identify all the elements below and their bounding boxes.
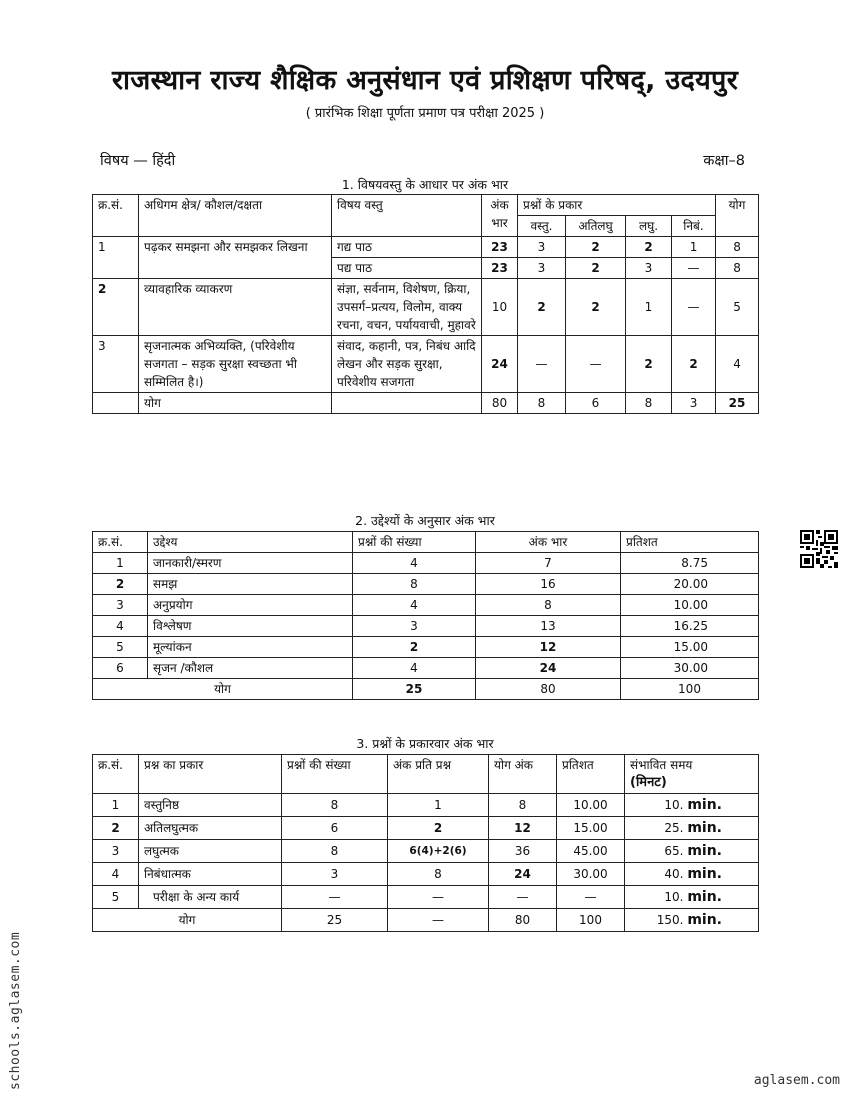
- cell-essay: —: [672, 279, 716, 336]
- cell-per: 2: [388, 817, 489, 840]
- table-row: [93, 616, 759, 637]
- cell-percent: 8.75: [621, 553, 759, 574]
- cell-count: 25: [353, 679, 476, 700]
- cell-total: 25: [716, 393, 759, 414]
- header-sno: क्र.सं.: [93, 195, 139, 237]
- cell-content: संज्ञा, सर्वनाम, विशेषण, क्रिया, उपसर्ग–प्रत्यय, विलोम, वाक्य रचना, वचन, पर्यायवाची, मुहावरे: [332, 279, 482, 336]
- table2-header-row: [93, 532, 759, 553]
- header-objective: उद्देश्य: [148, 532, 353, 553]
- cell-total: 36: [489, 840, 557, 863]
- table-row: [93, 817, 759, 840]
- cell-total-label: योग: [139, 393, 332, 414]
- cell-total: 4: [716, 336, 759, 393]
- cell-area: सृजनात्मक अभिव्यक्ति, (परिवेशीय सजगता – सड़क सुरक्षा स्वच्छता भी सम्मिलित है।): [139, 336, 332, 393]
- cell-obj: —: [518, 336, 566, 393]
- cell-total: 80: [489, 909, 557, 932]
- table-row: [93, 637, 759, 658]
- cell-marks: 7: [476, 553, 621, 574]
- header-per: अंक प्रति प्रश्न: [388, 755, 489, 794]
- table-row: [93, 886, 759, 909]
- cell-time: [625, 886, 759, 909]
- cell-type: वस्तुनिष्ठ: [139, 794, 282, 817]
- cell-vshort: 2: [566, 279, 626, 336]
- cell-count: 8: [282, 794, 388, 817]
- cell-vshort: 2: [566, 258, 626, 279]
- cell-time-value: 65.: [664, 844, 684, 858]
- cell-type: निबंधात्मक: [139, 863, 282, 886]
- header-marks: अंक भार: [482, 195, 518, 237]
- cell-count: 4: [353, 553, 476, 574]
- header-time-label: संभावित समय: [630, 758, 693, 772]
- cell-count: 6: [282, 817, 388, 840]
- cell-count: 25: [282, 909, 388, 932]
- cell-short: 8: [626, 393, 672, 414]
- cell-percent: 100: [557, 909, 625, 932]
- cell-percent: 30.00: [557, 863, 625, 886]
- cell-count: 3: [282, 863, 388, 886]
- table2: [92, 531, 759, 700]
- cell-time: [625, 794, 759, 817]
- table1-caption: 1. विषयवस्तु के आधार पर अंक भार: [341, 177, 509, 192]
- table3-header-row: [93, 755, 759, 794]
- cell-count: —: [282, 886, 388, 909]
- cell-short: 2: [626, 237, 672, 258]
- cell-type: लघुत्मक: [139, 840, 282, 863]
- cell-content: गद्य पाठ: [332, 237, 482, 258]
- table-row: [93, 336, 759, 393]
- cell-count: 8: [353, 574, 476, 595]
- cell-sno: 3: [93, 840, 139, 863]
- header-sno: क्र.सं.: [93, 755, 139, 794]
- cell-percent: 20.00: [621, 574, 759, 595]
- cell-type: अतिलघुत्मक: [139, 817, 282, 840]
- cell-total: —: [489, 886, 557, 909]
- header-type: प्रश्न का प्रकार: [139, 755, 282, 794]
- cell-count: 4: [353, 658, 476, 679]
- header-marks: अंक भार: [476, 532, 621, 553]
- cell-sno: 2: [93, 574, 148, 595]
- table-row: [93, 279, 759, 336]
- table-row: [93, 658, 759, 679]
- header-count: प्रश्नों की संख्या: [353, 532, 476, 553]
- header-vshort: अतिलघु: [566, 216, 626, 237]
- header-sno: क्र.सं.: [93, 532, 148, 553]
- cell-percent: —: [557, 886, 625, 909]
- cell-objective: अनुप्रयोग: [148, 595, 353, 616]
- cell-obj: 2: [518, 279, 566, 336]
- cell-total: 12: [489, 817, 557, 840]
- header-percent: प्रतिशत: [621, 532, 759, 553]
- cell-time-unit: min.: [687, 820, 722, 836]
- header-short: लघु.: [626, 216, 672, 237]
- cell-marks: 80: [476, 679, 621, 700]
- cell-sno: 1: [93, 553, 148, 574]
- header-total: योग अंक: [489, 755, 557, 794]
- cell-short: 3: [626, 258, 672, 279]
- cell-short: 1: [626, 279, 672, 336]
- header-count: प्रश्नों की संख्या: [282, 755, 388, 794]
- cell-marks: 12: [476, 637, 621, 658]
- cell-objective: समझ: [148, 574, 353, 595]
- header-qtypes: प्रश्नों के प्रकार: [518, 195, 716, 216]
- cell-short: 2: [626, 336, 672, 393]
- cell-time: [625, 840, 759, 863]
- cell-total-label: योग: [93, 909, 282, 932]
- cell-vshort: 6: [566, 393, 626, 414]
- cell-essay: 2: [672, 336, 716, 393]
- cell-sno: 2: [93, 279, 139, 336]
- page-subtitle: ( प्रारंभिक शिक्षा पूर्णता प्रमाण पत्र परीक्षा 2025 ): [305, 106, 545, 121]
- header-total: योग: [716, 195, 759, 237]
- cell-marks: 24: [482, 336, 518, 393]
- page-title: राजस्थान राज्य शैक्षिक अनुसंधान एवं प्रशिक्षण परिषद्, उदयपुर: [111, 65, 739, 96]
- table2-total-row: [93, 679, 759, 700]
- cell-time: [625, 817, 759, 840]
- cell-marks: 24: [476, 658, 621, 679]
- table3-total-row: [93, 909, 759, 932]
- cell-per: 8: [388, 863, 489, 886]
- cell-sno: 1: [93, 237, 139, 279]
- cell-type: परीक्षा के अन्य कार्य: [139, 886, 282, 909]
- cell-marks: 13: [476, 616, 621, 637]
- cell-sno: 4: [93, 863, 139, 886]
- table3-caption: 3. प्रश्नों के प्रकारवार अंक भार: [356, 736, 494, 751]
- cell-sno: 1: [93, 794, 139, 817]
- cell-total: 24: [489, 863, 557, 886]
- cell-total-label: योग: [93, 679, 353, 700]
- cell-sno: 4: [93, 616, 148, 637]
- cell-count: 4: [353, 595, 476, 616]
- class-label: कक्षा–8: [703, 153, 745, 169]
- cell-per: 6(4)+2(6): [388, 840, 489, 863]
- cell-area: पढ़कर समझना और समझकर लिखना: [139, 237, 332, 279]
- table-row: [93, 840, 759, 863]
- header-time: [625, 755, 759, 794]
- cell-essay: —: [672, 258, 716, 279]
- cell-time-value: 10.: [664, 890, 684, 904]
- cell-count: 3: [353, 616, 476, 637]
- cell-percent: 15.00: [621, 637, 759, 658]
- cell-vshort: 2: [566, 237, 626, 258]
- cell-total: 8: [716, 237, 759, 258]
- footer-watermark: aglasem.com: [753, 1073, 840, 1088]
- table1-header-row: [93, 195, 759, 216]
- cell-obj: 8: [518, 393, 566, 414]
- cell-percent: 45.00: [557, 840, 625, 863]
- cell-obj: 3: [518, 237, 566, 258]
- cell-time-unit: min.: [687, 912, 722, 928]
- cell-sno: 3: [93, 336, 139, 393]
- cell-obj: 3: [518, 258, 566, 279]
- subject-label: विषय — हिंदी: [100, 153, 176, 169]
- cell-sno: 5: [93, 886, 139, 909]
- header-area: अधिगम क्षेत्र/ कौशल/दक्षता: [139, 195, 332, 237]
- cell-per: —: [388, 886, 489, 909]
- cell-sno: 5: [93, 637, 148, 658]
- cell-percent: 10.00: [621, 595, 759, 616]
- cell-time: [625, 909, 759, 932]
- cell-time-unit: min.: [687, 843, 722, 859]
- cell-per: —: [388, 909, 489, 932]
- cell-sno: 3: [93, 595, 148, 616]
- cell-marks: 80: [482, 393, 518, 414]
- cell-total: 8: [716, 258, 759, 279]
- qr-code-icon: [800, 530, 838, 568]
- header-obj: वस्तु.: [518, 216, 566, 237]
- cell-percent: 10.00: [557, 794, 625, 817]
- cell-count: 2: [353, 637, 476, 658]
- cell-percent: 100: [621, 679, 759, 700]
- cell-content: संवाद, कहानी, पत्र, निबंध आदि लेखन और सड़क सुरक्षा, परिवेशीय सजगता: [332, 336, 482, 393]
- cell-count: 8: [282, 840, 388, 863]
- cell-total: 8: [489, 794, 557, 817]
- cell-time-value: 150.: [656, 913, 684, 927]
- table1-total-row: [93, 393, 759, 414]
- cell-sno: 2: [93, 817, 139, 840]
- cell-objective: मूल्यांकन: [148, 637, 353, 658]
- table-row: [93, 553, 759, 574]
- table-row: [93, 794, 759, 817]
- cell-vshort: —: [566, 336, 626, 393]
- header-time-unit: (मिनट): [630, 775, 667, 790]
- cell-sno: 6: [93, 658, 148, 679]
- cell-percent: 30.00: [621, 658, 759, 679]
- cell-marks: 23: [482, 258, 518, 279]
- cell-percent: 15.00: [557, 817, 625, 840]
- side-watermark: schools.aglasem.com: [8, 931, 23, 1090]
- cell-time-unit: min.: [687, 797, 722, 813]
- table3: [92, 754, 759, 932]
- cell-time-unit: min.: [687, 866, 722, 882]
- cell-per: 1: [388, 794, 489, 817]
- cell-marks: 23: [482, 237, 518, 258]
- header-essay: निबं.: [672, 216, 716, 237]
- cell-essay: 3: [672, 393, 716, 414]
- header-content: विषय वस्तु: [332, 195, 482, 237]
- cell-percent: 16.25: [621, 616, 759, 637]
- cell-content: पद्य पाठ: [332, 258, 482, 279]
- cell-time: [625, 863, 759, 886]
- table2-caption: 2. उद्देश्यों के अनुसार अंक भार: [355, 513, 495, 528]
- table-row: [93, 237, 759, 258]
- cell-total: 5: [716, 279, 759, 336]
- cell-essay: 1: [672, 237, 716, 258]
- cell-time-value: 40.: [664, 867, 684, 881]
- cell-objective: सृजन /कौशल: [148, 658, 353, 679]
- table-row: [93, 574, 759, 595]
- cell-objective: विश्लेषण: [148, 616, 353, 637]
- cell-time-value: 25.: [664, 821, 684, 835]
- header-percent: प्रतिशत: [557, 755, 625, 794]
- cell-objective: जानकारी/स्मरण: [148, 553, 353, 574]
- cell-time-value: 10.: [664, 798, 684, 812]
- cell-marks: 16: [476, 574, 621, 595]
- table-row: [93, 595, 759, 616]
- cell-marks: 10: [482, 279, 518, 336]
- cell-area: व्यावहारिक व्याकरण: [139, 279, 332, 336]
- table1: [92, 194, 759, 414]
- table-row: [93, 863, 759, 886]
- cell-time-unit: min.: [687, 889, 722, 905]
- cell-marks: 8: [476, 595, 621, 616]
